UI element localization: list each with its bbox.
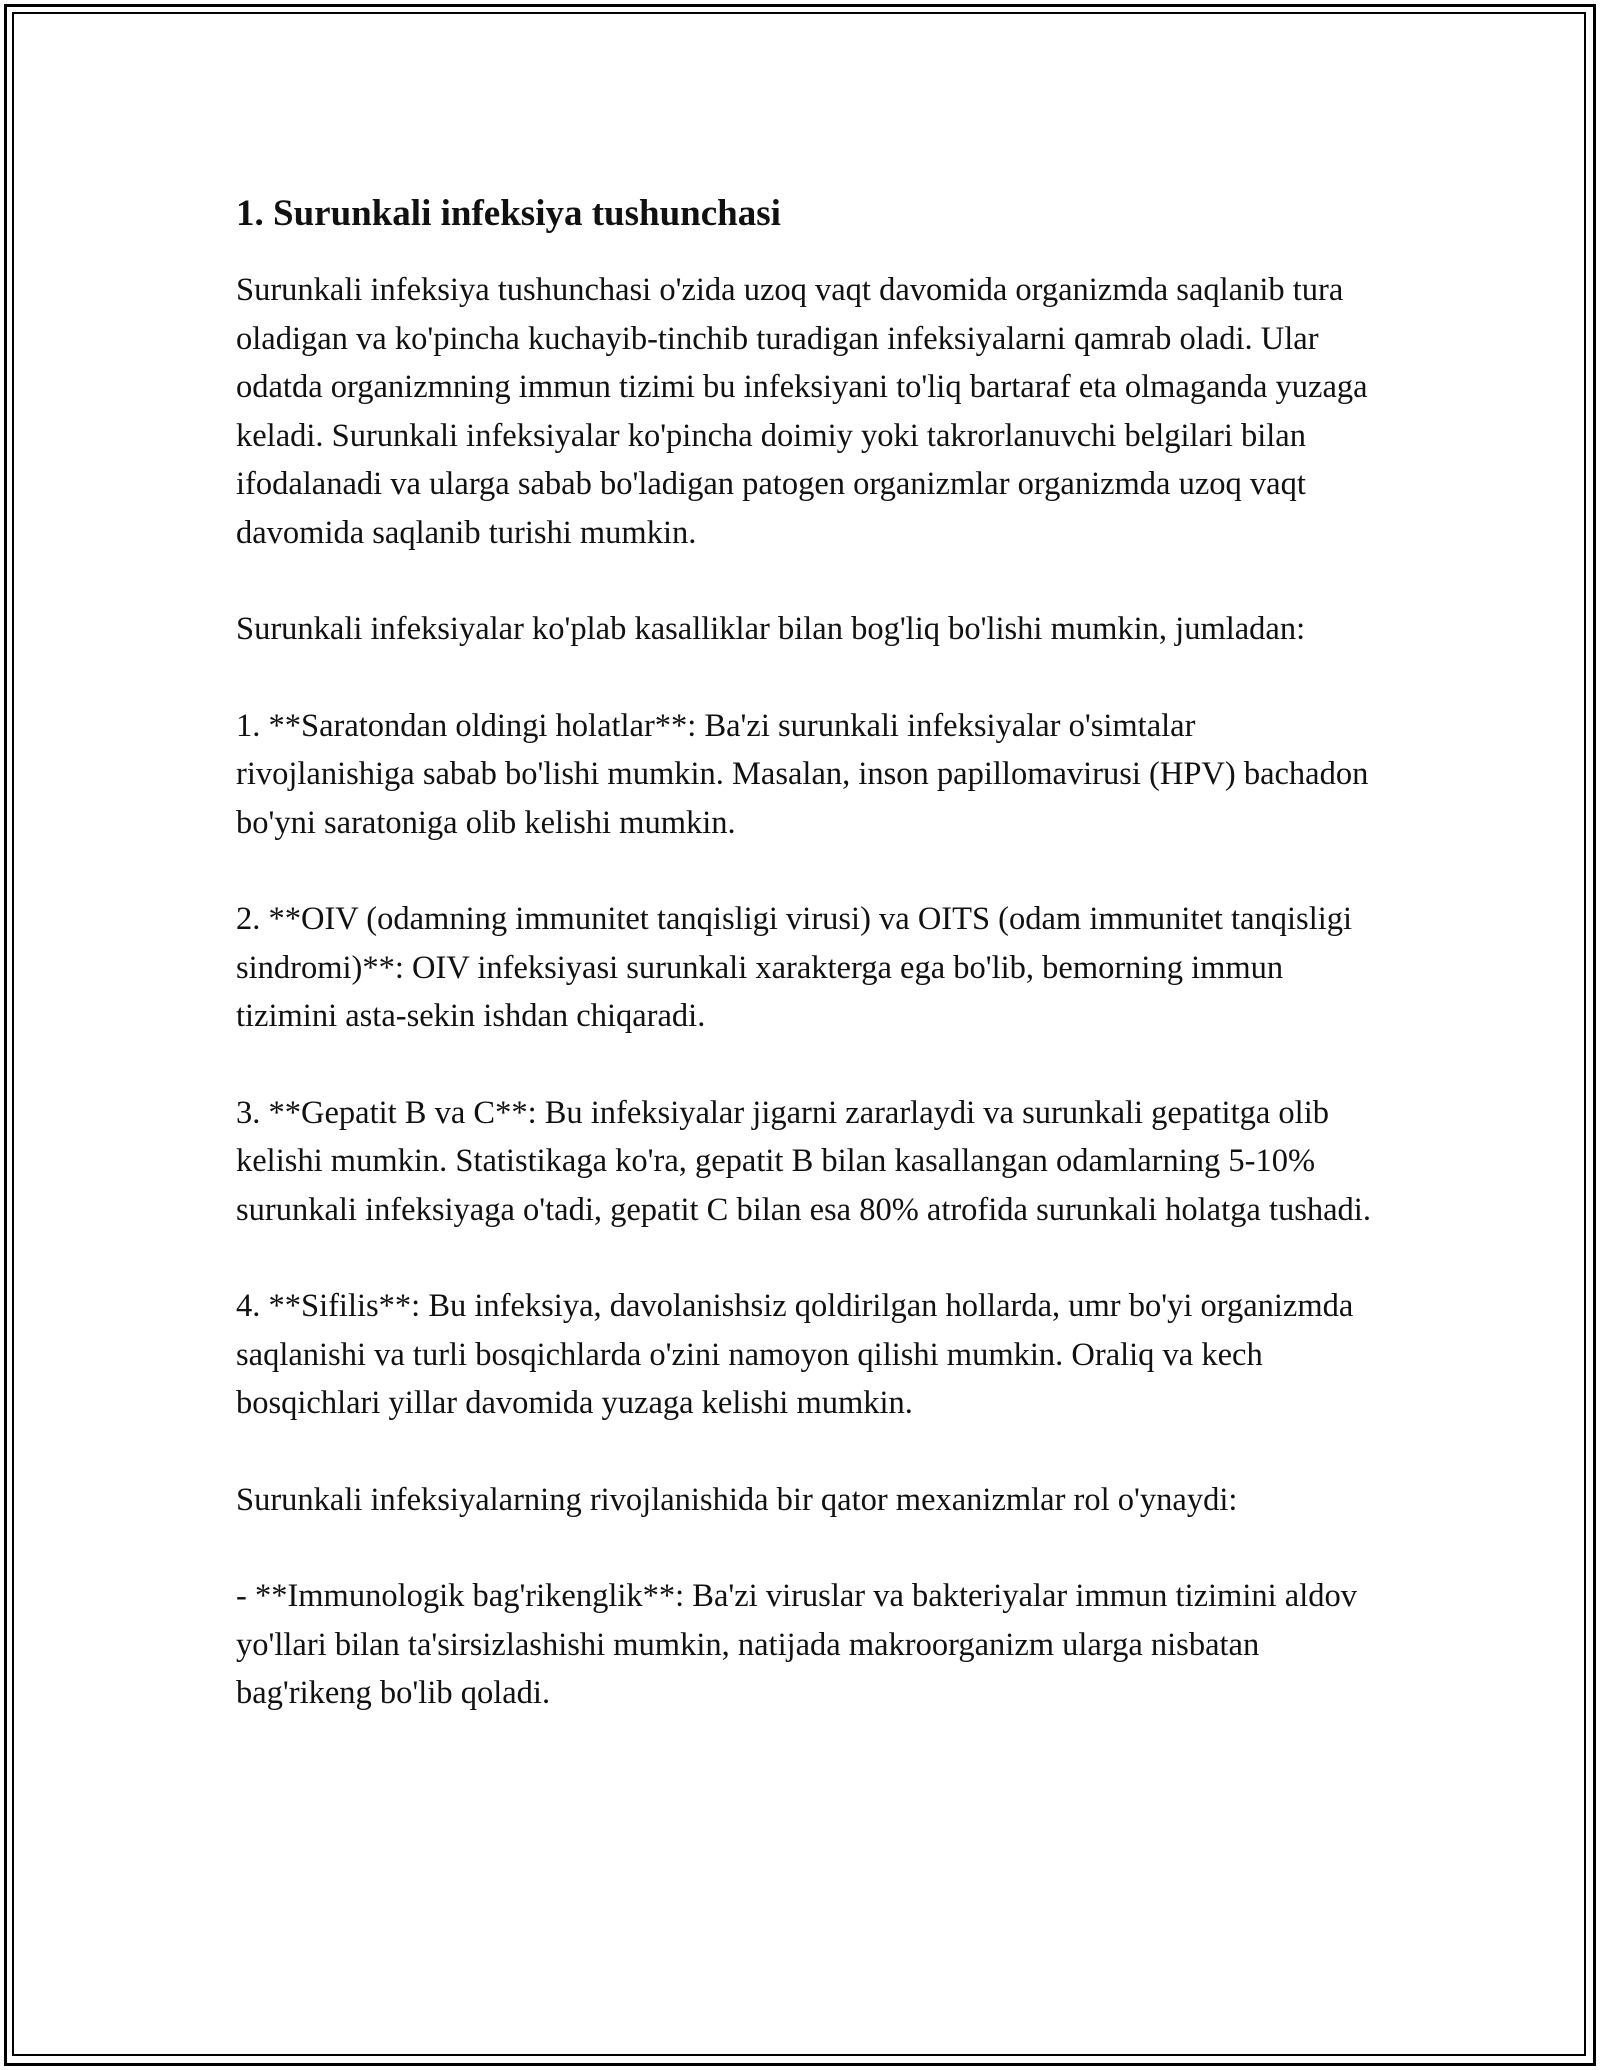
paragraph-intro: Surunkali infeksiya tushunchasi o'zida uzoq vaqt davomida organizmda saqlanib tura oladigan va ko'pincha kuchayib-tinchib turadigan infeksiyalarni qamrab oladi. Ular odatda organizmning immun tizimi bu infeksiyani to'liq bartaraf eta olmaganda yuzaga keladi. Surunkali infeksiyalar ko'pincha doimiy yoki takrorlanuvchi belgilari bilan ifodalanadi va ularga sabab bo'ladigan patogen organizmlar organizmda uzoq vaqt davomida saqlanib turishi mumkin. xyxy=(236,272,1368,551)
paragraph-diseases-lead: Surunkali infeksiyalar ko'plab kasalliklar bilan bog'liq bo'lishi mumkin, jumladan: xyxy=(236,611,1306,647)
section-heading: 1. Surunkali infeksiya tushunchasi xyxy=(236,193,781,234)
document-body xyxy=(236,188,1376,1718)
list-item-syphilis: 4. **Sifilis**: Bu infeksiya, davolanishsiz qoldirilgan hollarda, umr bo'yi organizmda saqlanishi va turli bosqichlarda o'zini namoyon qilishi mumkin. Oraliq va kech bosqichlari yillar davomida yuzaga kelishi mumkin. xyxy=(236,1288,1354,1421)
list-item-precancer: 1. **Saratondan oldingi holatlar**: Ba'zi surunkali infeksiyalar o'simtalar rivojlanishiga sabab bo'lishi mumkin. Masalan, inson papillomavirusi (HPV) bachadon bo'yni saratoniga olib kelishi mumkin. xyxy=(236,707,1369,841)
list-item-immune-tolerance: - **Immunologik bag'rikenglik**: Ba'zi viruslar va bakteriyalar immun tizimini aldov yo'llari bilan ta'sirsizlashishi mumkin, natijada makroorganizm ularga nisbatan bag'rikeng bo'lib qoladi. xyxy=(236,1578,1357,1711)
list-item-hepatitis: 3. **Gepatit B va C**: Bu infeksiyalar jigarni zararlaydi va surunkali gepatitga olib kelishi mumkin. Statistikaga ko'ra, gepatit B bilan kasallangan odamlarning 5-10% surunkali infeksiyaga o'tadi, gepatit C bilan esa 80% atrofida surunkali holatga tushadi. xyxy=(236,1094,1371,1228)
list-item-hiv-aids: 2. **OIV (odamning immunitet tanqisligi virusi) va OITS (odam immunitet tanqisligi sindromi)**: OIV infeksiyasi surunkali xarakterga ega bo'lib, bemorning immun tizimini asta-sekin ishdan chiqaradi. xyxy=(236,901,1353,1034)
paragraph-mechanisms-lead: Surunkali infeksiyalarning rivojlanishida bir qator mexanizmlar rol o'ynaydi: xyxy=(236,1481,1238,1518)
